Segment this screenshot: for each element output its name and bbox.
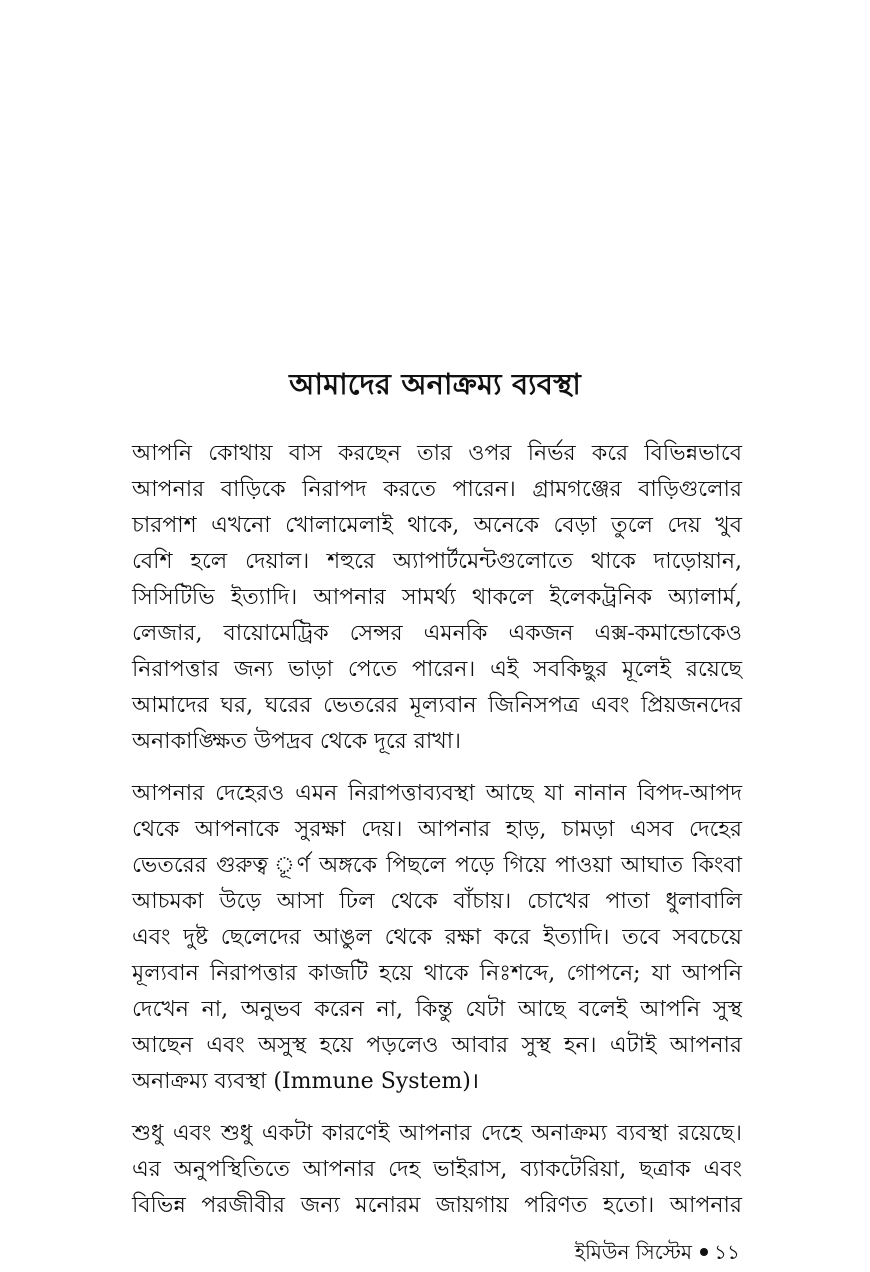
- body-text: [132, 436, 742, 1240]
- chapter-title: আমাদের অনাক্রম্য ব্যবস্থা: [289, 367, 581, 401]
- text-line: দেখেন না, অনুভব করেন না, কিন্তু যেটা আছে বলেই আপনি সুস্থ: [132, 997, 742, 1022]
- text-line: লেজার, বায়োমেট্রিক সেন্সর এমনকি একজন এক্স-কমান্ডোকেও: [132, 621, 742, 646]
- text-line: থেকে আপনাকে সুরক্ষা দেয়। আপনার হাড়, চামড়া এসব দেহের: [132, 817, 742, 842]
- paragraph-2: [132, 776, 742, 1100]
- text-line: বেশি হলে দেয়াল। শহুরে অ্যাপার্টমেন্টগুলোতে থাকে দাড়োয়ান,: [132, 549, 742, 574]
- text-line: নিরাপত্তার জন্য ভাড়া পেতে পারেন। এই সবকিছুর মূলেই রয়েছে: [132, 657, 742, 682]
- text-line: আপনার দেহেরও এমন নিরাপত্তাব্যবস্থা আছে যা নানান বিপদ-আপদ: [132, 781, 742, 806]
- text-line: আপনি কোথায় বাস করছেন তার ওপর নির্ভর করে বিভিন্নভাবে: [132, 441, 742, 466]
- text-line: অনাক্রম্য ব্যবস্থা (Immune System)।: [132, 1069, 480, 1094]
- text-line: চারপাশ এখনো খোলামেলাই থাকে, অনেকে বেড়া তুলে দেয় খুব: [132, 513, 742, 538]
- page-number: ১১: [714, 1240, 740, 1264]
- text-line: আমাদের ঘর, ঘরের ভেতরের মূল্যবান জিনিসপত্র এবং প্রিয়জনদের: [132, 693, 742, 718]
- running-title: ইমিউন সিস্টেম: [574, 1240, 693, 1264]
- paragraph-1: [132, 436, 742, 760]
- text-line: শুধু এবং শুধু একটা কারণেই আপনার দেহে অনাক্রম্য ব্যবস্থা রয়েছে।: [132, 1121, 742, 1146]
- text-line: আছেন এবং অসুস্থ হয়ে পড়লেও আবার সুস্থ হন। এটাই আপনার: [132, 1033, 742, 1058]
- paragraph-3: [132, 1116, 742, 1224]
- text-line: সিসিটিভি ইত্যাদি। আপনার সামর্থ্য থাকলে ইলেকট্রনিক অ্যালার্ম,: [132, 585, 742, 610]
- text-line: ভেতরের গুরুত্ব ূর্ণ অঙ্গকে পিছলে পড়ে গিয়ে পাওয়া আঘাত কিংবা: [132, 853, 742, 878]
- text-line: অনাকাঙ্ক্ষিত উপদ্রব থেকে দূরে রাখা।: [132, 729, 461, 754]
- text-line: আপনার বাড়িকে নিরাপদ করতে পারেন। গ্রামগঞ্জের বাড়িগুলোর: [132, 477, 742, 502]
- bullet-separator-icon: [700, 1248, 708, 1256]
- text-line: মূল্যবান নিরাপত্তার কাজটি হয়ে থাকে নিঃশব্দে, গোপনে; যা আপনি: [132, 961, 742, 986]
- page-footer: [575, 1238, 740, 1266]
- text-line: এর অনুপস্থিতিতে আপনার দেহ ভাইরাস, ব্যাকটেরিয়া, ছত্রাক এবং: [132, 1157, 742, 1182]
- text-line: এবং দুষ্ট ছেলেদের আঙুল থেকে রক্ষা করে ইত্যাদি। তবে সবচেয়ে: [132, 925, 742, 950]
- text-line: বিভিন্ন পরজীবীর জন্য মনোরম জায়গায় পরিণত হতো। আপনার: [132, 1193, 742, 1218]
- text-line: আচমকা উড়ে আসা ঢিল থেকে বাঁচায়। চোখের পাতা ধুলাবালি: [132, 889, 742, 914]
